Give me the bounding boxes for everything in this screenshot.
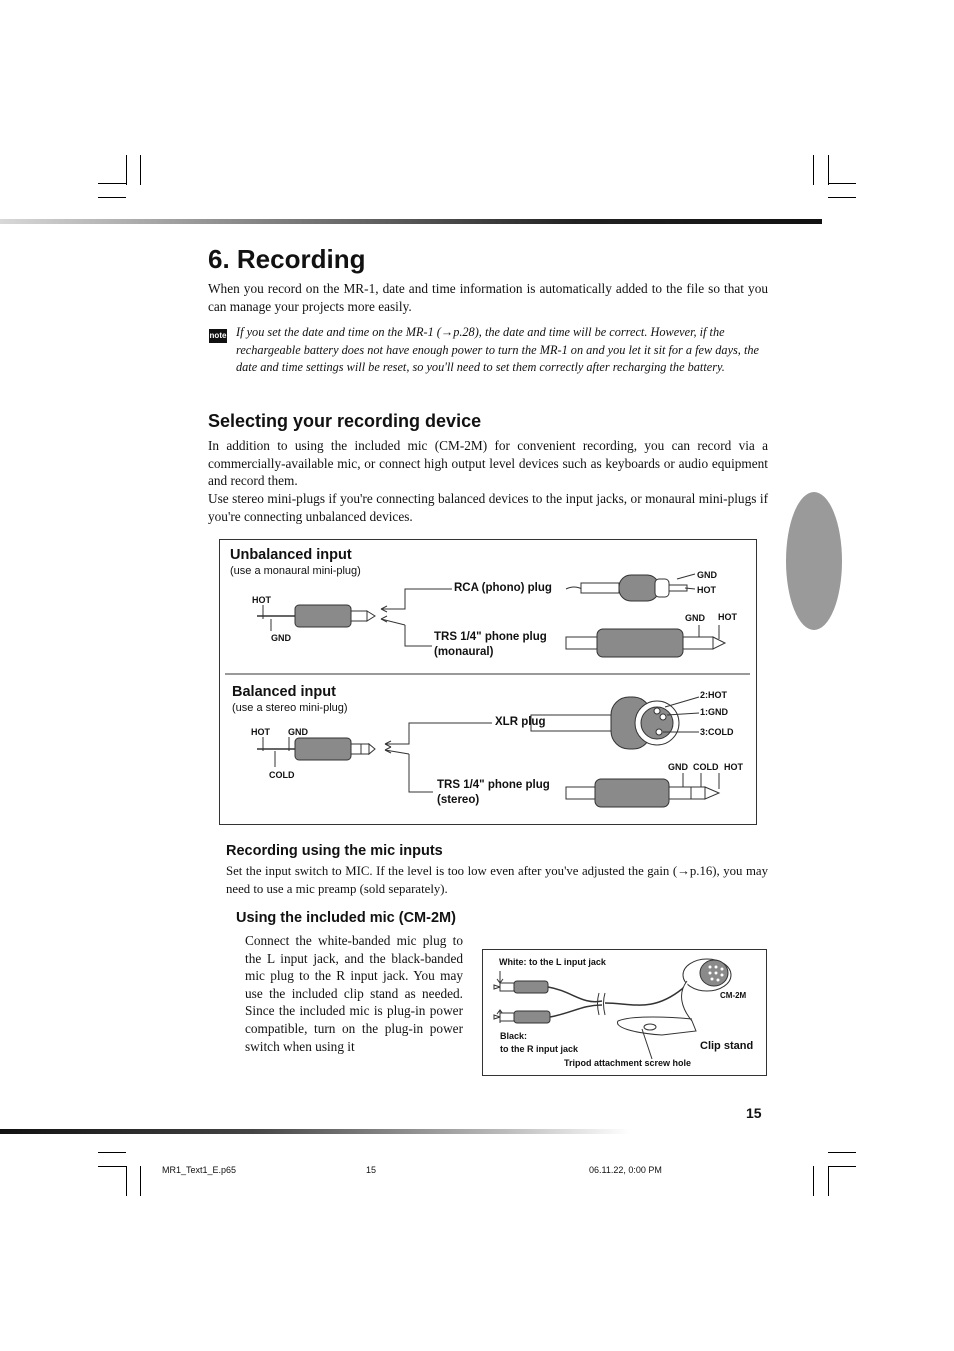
rca-gnd-label: GND	[697, 570, 717, 580]
xlr-plug	[531, 697, 699, 749]
crop-mark	[828, 1166, 856, 1167]
trs-stereo-hot-label: HOT	[724, 762, 743, 772]
crop-mark	[98, 183, 126, 184]
black-plug-label-2: to the R input jack	[500, 1044, 579, 1054]
xlr-cold-label: 3:COLD	[700, 727, 734, 737]
connection-diagram	[219, 539, 757, 825]
crop-mark	[126, 1166, 127, 1196]
rca-plug	[566, 574, 695, 601]
note-text: If you set the date and time on the MR-1 (→p.28), the date and time will be correct. However, if the rechargeable battery does not have enough power to turn the MR-1 on and you let it sit for a few days, the date and time settings will be reset, so you'll need to set them correctly after recharging the battery.	[236, 325, 759, 375]
mono-mini-plug	[257, 605, 375, 631]
xlr-hot-label: 2:HOT	[700, 690, 727, 700]
white-plug-label: White: to the L input jack	[499, 957, 606, 967]
trs-mono-gnd-label: GND	[685, 613, 705, 623]
section-paragraph-1: In addition to using the included mic (CM-2M) for convenient recording, you can record via a commercially-available mic, or connect high output level devices such as keyboards or audio equipment and record them.	[208, 438, 768, 489]
mic-subsection-title: Using the included mic (CM-2M)	[236, 910, 456, 926]
trs-stereo-cold-label: COLD	[693, 762, 719, 772]
crop-mark	[828, 197, 856, 198]
unbalanced-subtitle: (use a monaural mini-plug)	[230, 565, 361, 577]
crop-mark	[98, 1166, 126, 1167]
unbalanced-title: Unbalanced input	[230, 547, 352, 563]
clip-stand-art	[617, 981, 696, 1035]
crop-mark	[126, 155, 127, 185]
white-mic-plug	[494, 981, 602, 1002]
crop-mark	[98, 197, 126, 198]
intro-paragraph: When you record on the MR-1, date and time information is automatically added to the file so that you can manage your projects more easily.	[208, 281, 768, 314]
balanced-hot-label: HOT	[251, 727, 270, 737]
crop-mark	[140, 155, 141, 185]
balanced-title: Balanced input	[232, 684, 336, 700]
xlr-label: XLR plug	[495, 716, 546, 728]
crop-mark	[98, 1152, 126, 1153]
black-mic-plug	[494, 1005, 602, 1023]
rca-hot-label: HOT	[697, 585, 716, 595]
section-paragraph-2: Use stereo mini-plugs if you're connecting balanced devices to the input jacks, or monaural mini-plugs if you're connecting unbalanced devices.	[208, 491, 768, 524]
footer-page: 15	[366, 1165, 377, 1175]
rca-label: RCA (phono) plug	[454, 582, 552, 594]
unbalanced-hot-label: HOT	[252, 595, 271, 605]
header-rule	[0, 219, 822, 224]
stereo-mini-plug	[257, 737, 375, 767]
balanced-cold-label: COLD	[269, 770, 295, 780]
mic-section-text: Set the input switch to MIC. If the level is too low even after you've adjusted the gain (→p.16), you may need to use a mic preamp (sold separately).	[226, 864, 768, 896]
footer-file: MR1_Text1_E.p65	[162, 1165, 237, 1175]
trs-stereo-gnd-label: GND	[668, 762, 688, 772]
crop-mark	[828, 183, 856, 184]
balanced-subtitle: (use a stereo mini-plug)	[232, 702, 348, 714]
crop-mark	[828, 1152, 856, 1153]
trs-stereo-label-2: (stereo)	[437, 794, 480, 806]
trs-mono-label-1: TRS 1/4" phone plug	[434, 631, 547, 643]
mic-subsection-text: Connect the white-banded mic plug to the L input jack, and the black-banded mic plug to the R input jack. You may use the included clip stand as needed. Since the included mic is plug-in power compatible, turn on the plug-in power switch when using it	[245, 933, 463, 1054]
trs-stereo-label-1: TRS 1/4" phone plug	[437, 779, 550, 791]
crop-mark	[140, 1166, 141, 1196]
tripod-label: Tripod attachment screw hole	[564, 1058, 692, 1068]
mic-figure-art	[482, 949, 767, 1076]
mic-section-title: Recording using the mic inputs	[226, 843, 443, 859]
clip-stand-label: Clip stand	[700, 1040, 754, 1052]
unbalanced-gnd-label: GND	[271, 633, 291, 643]
section-title: Selecting your recording device	[208, 411, 482, 431]
crop-mark	[828, 155, 829, 185]
trs-mono-plug	[566, 625, 725, 657]
mic-figure	[482, 949, 767, 1076]
trs-mono-label-2: (monaural)	[434, 646, 494, 658]
crop-mark	[828, 1166, 829, 1196]
cm-2m-mic	[683, 959, 731, 991]
page-number: 15	[746, 1105, 762, 1121]
footer-date: 06.11.22, 0:00 PM	[589, 1165, 662, 1175]
trs-stereo-plug	[566, 773, 719, 807]
crop-mark	[813, 1166, 814, 1196]
black-plug-label-1: Black:	[500, 1031, 528, 1041]
cm2m-label: CM-2M	[720, 991, 747, 1000]
footer-rule	[0, 1129, 630, 1134]
note-icon: note	[209, 329, 227, 343]
page-title: 6. Recording	[208, 244, 366, 274]
crop-mark	[813, 155, 814, 185]
chapter-tab	[786, 492, 842, 630]
trs-mono-hot-label: HOT	[718, 612, 737, 622]
balanced-gnd-label: GND	[288, 727, 308, 737]
xlr-gnd-label: 1:GND	[700, 707, 729, 717]
